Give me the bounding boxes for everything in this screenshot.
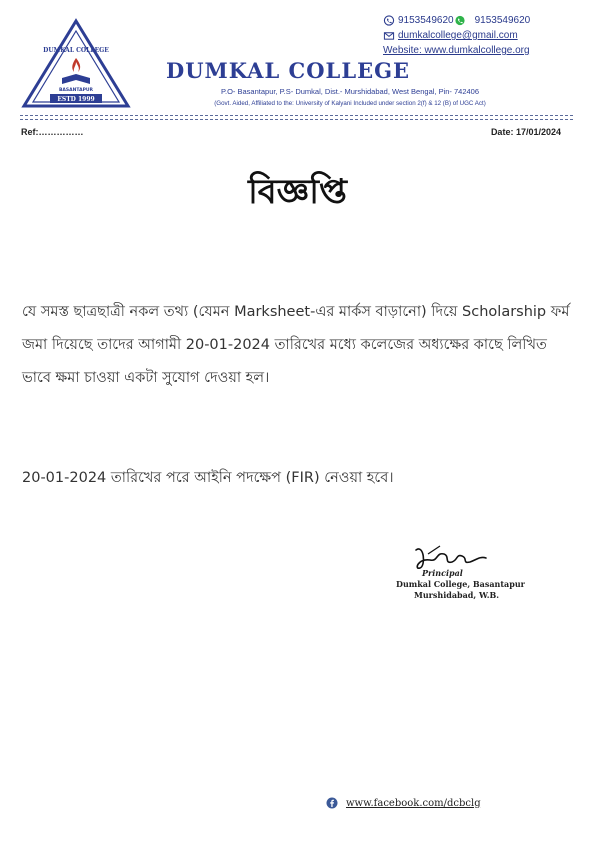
notice-paragraph-2: 20-01-2024 তারিখের পরে আইনি পদক্ষেপ (FIR) নেওয়া হবে। — [22, 470, 394, 486]
phone-icon — [383, 15, 395, 26]
reference-number: Ref:…………… — [21, 127, 84, 137]
email-icon — [383, 30, 395, 41]
logo-text-top: DUMKAL COLLEGE — [43, 47, 109, 54]
notice-date: Date: 17/01/2024 — [490, 127, 561, 137]
phone-number-1[interactable]: 9153549620 — [398, 15, 454, 26]
college-affiliation: (Govt. Aided, Affiliated to the: University of Kalyani Included under section 2(f) & 12 (B) of UGC Act) — [214, 100, 486, 107]
notice-title: বিজ্ঞপ্তি — [248, 172, 347, 212]
phone-number-2[interactable]: 9153549620 — [474, 15, 531, 26]
phone-row — [383, 13, 583, 28]
header-divider-bottom — [20, 119, 573, 120]
signature-title: Principal — [422, 568, 463, 578]
college-logo — [20, 18, 132, 110]
college-address: P.O- Basantapur, P.S- Dumkal, Dist.- Murshidabad, West Bengal, Pin- 742406 — [220, 87, 480, 96]
facebook-row — [326, 797, 481, 809]
signature-block — [372, 568, 542, 601]
header-divider-top — [20, 115, 573, 116]
contact-block — [383, 13, 583, 58]
website-link[interactable]: Website: www.dumkalcollege.org — [383, 45, 530, 56]
whatsapp-icon — [454, 15, 466, 26]
logo-estd: ESTD 1999 — [57, 96, 95, 103]
facebook-link[interactable]: www.facebook.com/dcbclg — [346, 797, 481, 809]
email-row — [383, 28, 583, 43]
college-name: DUMKAL COLLEGE — [166, 58, 411, 83]
logo-text-place: BASANTAPUR — [58, 88, 94, 93]
website-row — [383, 43, 583, 58]
signature-line-2: Murshidabad, W.B. — [414, 590, 500, 600]
signature-line-1: Dumkal College, Basantapur — [396, 579, 525, 589]
facebook-icon — [326, 797, 338, 809]
email-link[interactable]: dumkalcollege@gmail.com — [398, 30, 518, 41]
notice-paragraph-1: যে সমস্ত ছাত্রছাত্রী নকল তথ্য (যেমন Marksheet-এর মার্কস বাড়ানো) দিয়ে Scholarship ফর্ম জমা দিয়েছে তাদের আগামী 20-01-2024 তারিখের মধ্যে কলেজের অধ্যক্ষের কাছে লিখিত ভাবে ক্ষমা চাওয়া একটা সুযোগ দেওয়া হল। — [22, 304, 570, 386]
